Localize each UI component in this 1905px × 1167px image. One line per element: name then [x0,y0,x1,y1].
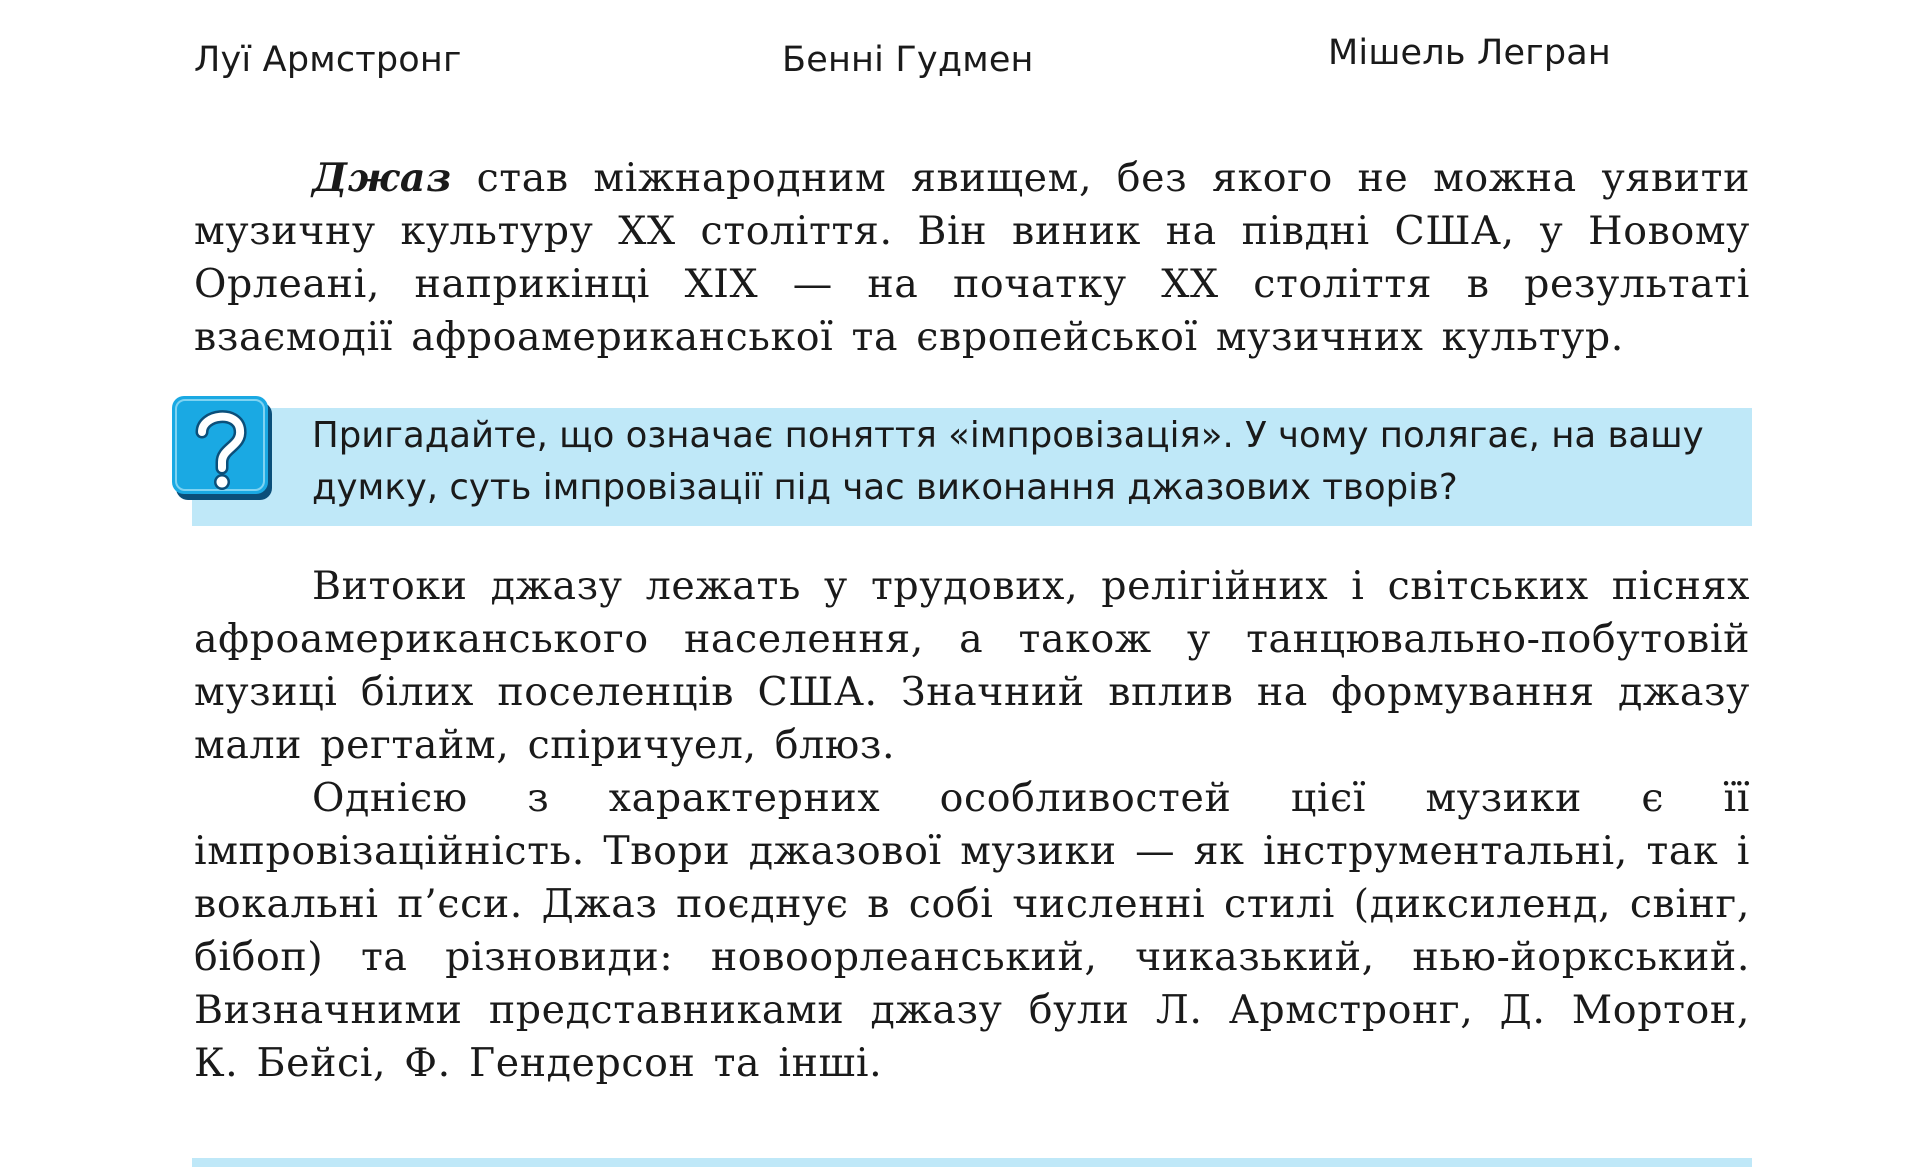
paragraph-jazz-features [194,772,1750,1090]
bottom-divider [192,1158,1752,1167]
paragraph-jazz-origins [194,560,1750,772]
paragraph-jazz-intro [194,152,1750,364]
paragraph-jazz-features-text: Однією з характерних особливостей цієї музики є її імпровізаційність. Твори джазової музики — як інструментальні, так і вокальні п’єси. Джаз поєднує в собі численні стилі (диксиленд, свінг, бібоп) та різновиди: новоорлеанський, чиказький, нью-йоркський. Визначними представниками джазу були Л. Армстронг, Д. Мортон, К. Бейсі, Ф. Гендерсон та інші. [194,775,1750,1086]
caption-benny-goodman: Бенні Гудмен [782,40,1034,80]
caption-louis-armstrong: Луї Армстронг [194,40,462,80]
paragraph-jazz-intro-text: став міжнародним явищем, без якого не можна уявити музичну культуру XX століття. Він виник на півдні США, у Новому Орлеані, наприкінці XIX — на початку XX століття в результаті взаємодії афроамериканської та європейської музичних культур. [194,155,1750,360]
question-text: Пригадайте, що означає поняття «імпровізація». У чому полягає, на вашу думку, суть імпровізації під час виконання джазових творів? [312,415,1704,508]
question-mark-icon [172,396,276,504]
term-jazz: Джаз [312,155,452,201]
caption-michel-legrand: Мішель Легран [1328,33,1611,73]
paragraph-jazz-origins-text: Витоки джазу лежать у трудових, релігійних і світських піснях афроамериканського населення, а також у танцювально-побутовій музиці білих поселенців США. Значний вплив на формування джазу мали регтайм, спіричуел, блюз. [194,563,1750,768]
photo-captions [0,0,1905,90]
